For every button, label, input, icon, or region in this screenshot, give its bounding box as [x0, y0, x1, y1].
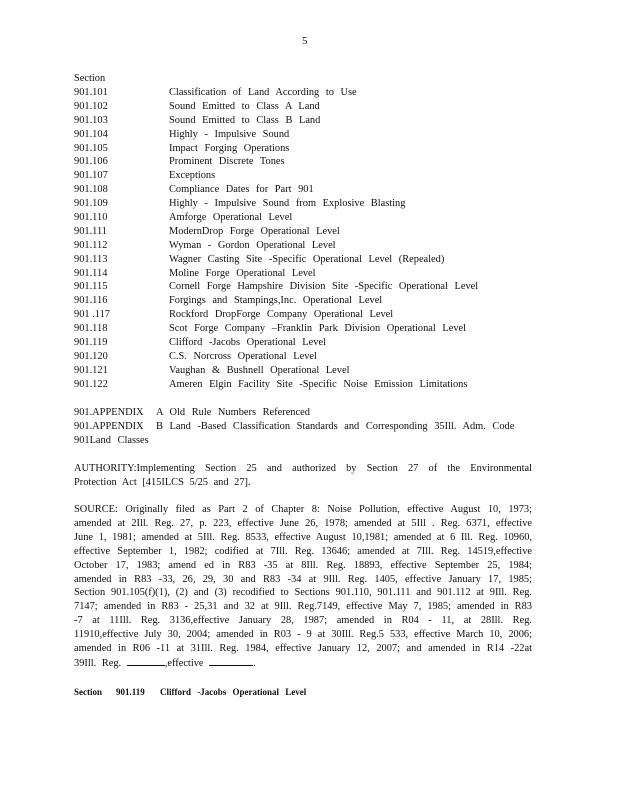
- toc-section-title: Wagner Casting Site -Specific Operational Level (Repealed): [169, 253, 445, 265]
- toc-section-number: 901.102: [74, 100, 108, 112]
- toc-section-number: 901.120: [74, 350, 108, 362]
- toc-section-title: Clifford -Jacobs Operational Level: [169, 337, 326, 349]
- toc-section-number: 901.105: [74, 142, 108, 154]
- toc-section-title: Classification of Land According to Use: [169, 87, 357, 98]
- toc-section-title: C.S. Norcross Operational Level: [169, 350, 317, 362]
- toc-section-title: Sound Emitted to Class A Land: [169, 100, 320, 112]
- toc-section-title: Highly - Impulsive Sound from Explosive Blasting: [169, 198, 406, 210]
- toc-section-title: Highly - Impulsive Sound: [169, 128, 290, 140]
- toc-section-title: Wyman - Gordon Operational Level: [169, 239, 336, 251]
- toc-row: [74, 308, 544, 322]
- toc-section-number: 901.106: [74, 156, 108, 168]
- table-of-contents: [74, 86, 544, 392]
- toc-section-number: 901.101: [74, 87, 108, 98]
- toc-section-title: Amforge Operational Level: [169, 212, 293, 224]
- toc-row: [74, 114, 544, 128]
- toc-section-title: Impact Forging Operations: [169, 142, 290, 154]
- source-paragraph: [74, 503, 532, 671]
- toc-row: [74, 280, 544, 294]
- toc-section-number: 901.104: [74, 128, 108, 140]
- page-number: 5: [302, 35, 308, 47]
- section-footer-heading: [74, 686, 306, 700]
- appendix-b-number: 901.APPENDIX: [74, 420, 144, 432]
- toc-section-title: Sound Emitted to Class B Land: [169, 114, 321, 126]
- source-text: SOURCE: Originally filed as Part 2 of Chapter 8: Noise Pollution, effective August 10, 1973; amended at 2Ill. Reg. 27, p. 223, effective June 26, 1978; amended at 5Ill . Reg. 6371, effective June 1, 1981; amended at 5Ill. Reg. 8533, effective August 10,1981; amended at 6 Ill. Reg. 10960, effective September 1, 1982; codified at 7Ill. Reg. 13646; amended at 7Ill. Reg. 14519,effective October 17, 1983; amend ed in R83 -35 at 8Ill. Reg. 18893, effective September 25, 1984; amended in R83 -33, 26, 29, 30 and R83 -34 at 9Ill. Reg. 1405, effective January 17, 1985; Section 901.105(f)(1), (2) and (3) recodified to Sections 901.110, 901.111 and 901.112 at 9Ill. Reg. 7147; amended in R83 - 25,31 and 32 at 9Ill. Reg.7149, effective May 7, 1985; amended in R83 -7 at 11Ill. Reg. 3136,effective January 28, 1987; amended in R04 - 11, at 28Ill. Reg. 11910,effective July 30, 2004; amended in R03 - 9 at 30Ill. Reg.5 533, effective March 10, 2006; amended in R06 -11 at 31Ill. Reg. 1984, effective January 12, 2007; and amended in R14 -22at 39Ill. Reg.: [74, 504, 532, 669]
- toc-row: [74, 100, 544, 114]
- toc-row: [74, 86, 544, 100]
- toc-section-title: Forgings and Stampings,Inc. Operational Level: [169, 295, 383, 307]
- appendix-a-row: [74, 406, 544, 420]
- toc-section-number: 901.103: [74, 114, 108, 126]
- footer-section-number: 901.119: [116, 687, 145, 697]
- appendix-a-number: 901.APPENDIX: [74, 407, 144, 418]
- toc-row: [74, 336, 544, 350]
- toc-section-number: 901.116: [74, 295, 108, 307]
- toc-row: [74, 225, 544, 239]
- date-blank: [209, 656, 253, 666]
- toc-row: [74, 239, 544, 253]
- toc-row: [74, 142, 544, 156]
- toc-section-number: 901.112: [74, 239, 108, 251]
- toc-row: [74, 378, 544, 392]
- toc-section-title: Moline Forge Operational Level: [169, 267, 316, 279]
- appendix-b-title: B Land -Based Classification Standards and Corresponding 35Ill. Adm. Code: [156, 420, 515, 432]
- toc-row: [74, 128, 544, 142]
- toc-section-title: Exceptions: [169, 170, 216, 182]
- source-effective: ,effective: [164, 657, 204, 669]
- source-end: .: [253, 657, 256, 669]
- footer-section-title: Clifford -Jacobs Operational Level: [160, 687, 307, 697]
- toc-section-title: ModernDrop Forge Operational Level: [169, 225, 340, 237]
- toc-section-number: 901.111: [74, 225, 107, 237]
- toc-section-number: 901.110: [74, 212, 108, 224]
- toc-row: [74, 211, 544, 225]
- toc-section-number: 901.118: [74, 323, 108, 335]
- toc-row: [74, 169, 544, 183]
- toc-section-title: Rockford DropForge Company Operational Level: [169, 309, 394, 321]
- toc-section-number: 901.108: [74, 184, 108, 196]
- toc-section-title: Prominent Discrete Tones: [169, 156, 285, 168]
- volume-blank: [127, 656, 165, 666]
- toc-row: [74, 267, 544, 281]
- toc-row: [74, 350, 544, 364]
- toc-row: [74, 183, 544, 197]
- toc-section-number: 901.122: [74, 378, 108, 390]
- toc-section-title: Cornell Forge Hampshire Division Site -Specific Operational Level: [169, 281, 479, 293]
- toc-section-number: 901.107: [74, 170, 108, 182]
- toc-section-number: 901.109: [74, 198, 108, 210]
- section-heading: Section: [74, 73, 106, 84]
- toc-row: [74, 155, 544, 169]
- toc-section-title: Scot Forge Company –Franklin Park Division Operational Level: [169, 323, 467, 335]
- toc-section-number: 901.121: [74, 364, 108, 376]
- toc-section-title: Ameren Elgin Facility Site -Specific Noise Emission Limitations: [169, 378, 468, 390]
- appendix-b-row: [74, 420, 544, 434]
- appendix-list: [74, 406, 544, 448]
- toc-row: [74, 197, 544, 211]
- toc-section-title: Vaughan & Bushnell Operational Level: [169, 364, 350, 376]
- appendix-a-title: A Old Rule Numbers Referenced: [156, 407, 310, 418]
- toc-row: [74, 253, 544, 267]
- toc-row: [74, 322, 544, 336]
- authority-paragraph: AUTHORITY:Implementing Section 25 and authorized by Section 27 of the Environmental Protection Act [415ILCS 5/25 and 27].: [74, 463, 532, 488]
- toc-section-number: 901.114: [74, 267, 108, 279]
- appendix-b-continuation: 901Land Classes: [74, 434, 149, 446]
- toc-section-number: 901.113: [74, 253, 108, 265]
- toc-section-title: Compliance Dates for Part 901: [169, 184, 314, 196]
- toc-section-number: 901.115: [74, 281, 108, 293]
- toc-row: [74, 364, 544, 378]
- toc-section-number: 901 .117: [74, 309, 110, 321]
- toc-section-number: 901.119: [74, 337, 108, 349]
- footer-section-label: Section: [74, 687, 102, 697]
- toc-row: [74, 294, 544, 308]
